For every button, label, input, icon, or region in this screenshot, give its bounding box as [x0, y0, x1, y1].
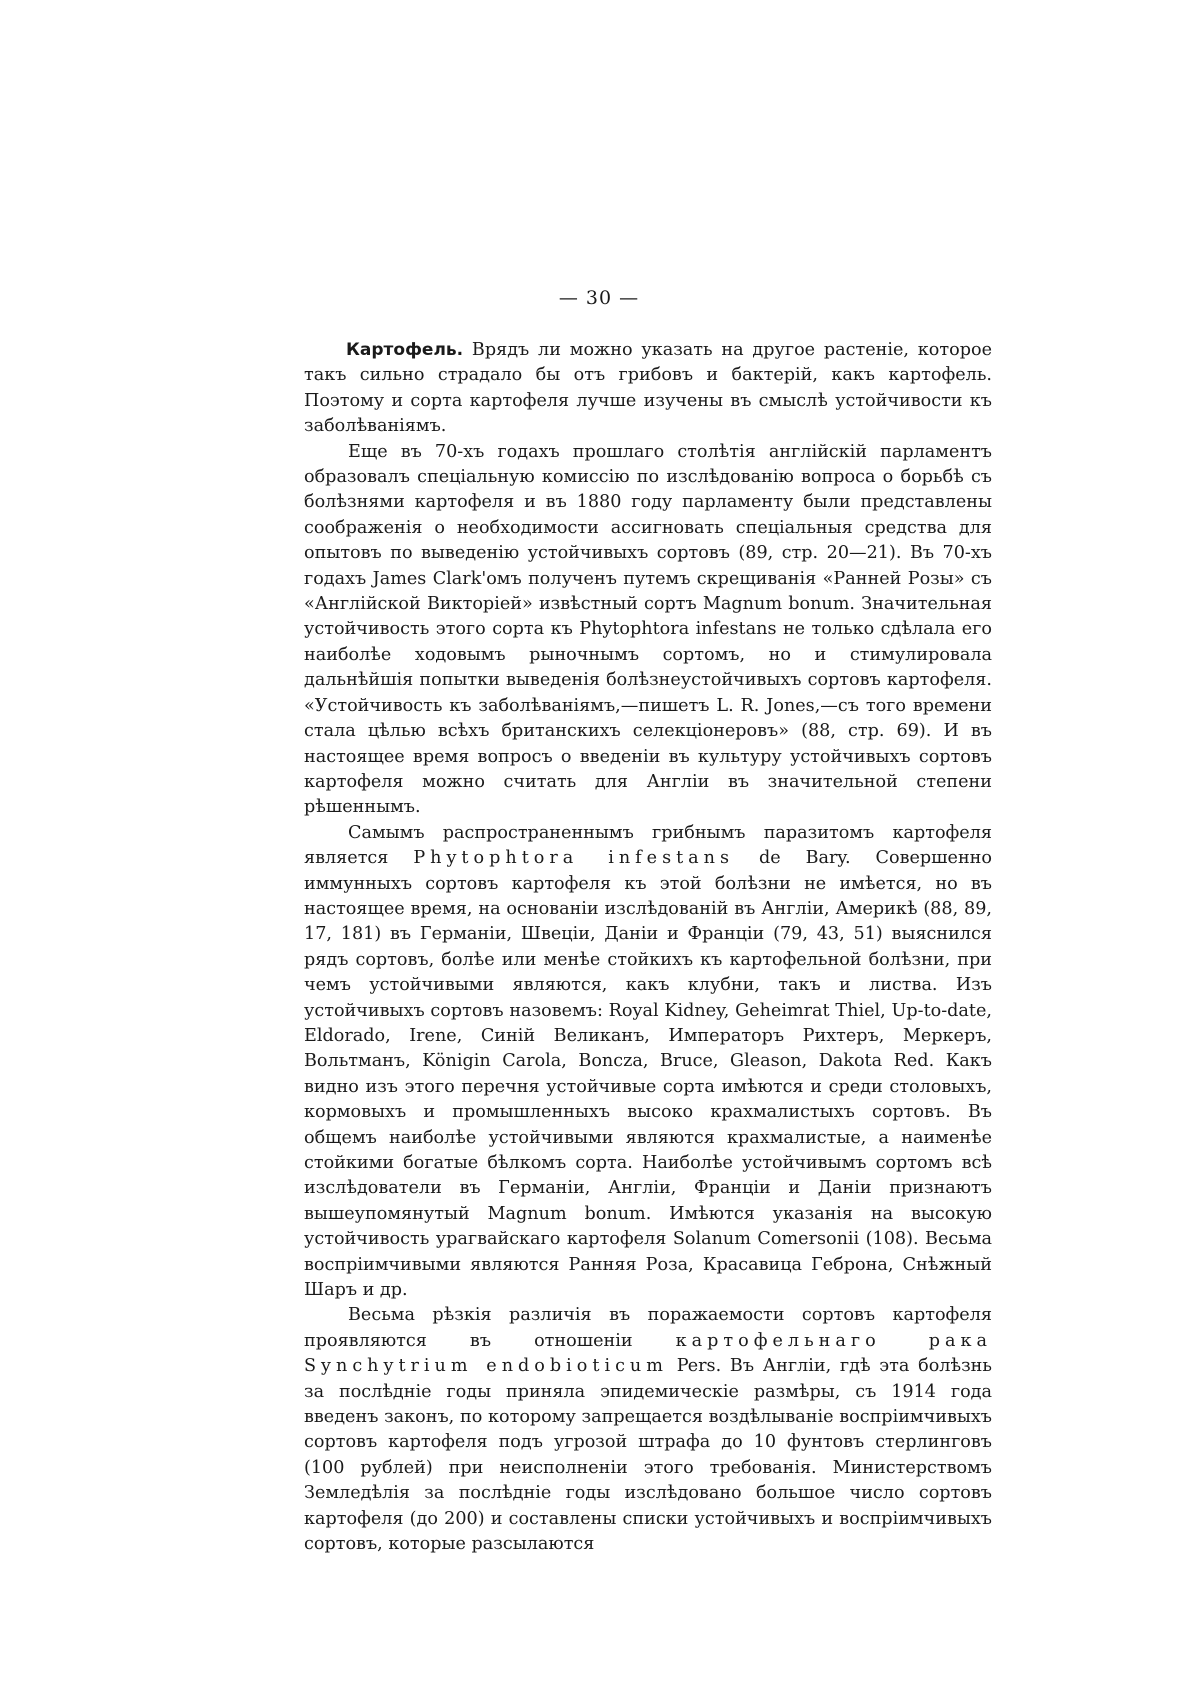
paragraph-text: Еще въ 70-хъ годахъ прошлаго столѣтія англійскій парламентъ образовалъ спеціальную комиссію по изслѣдованію вопроса о борьбѣ съ болѣзнями картофеля и въ 1880 году парламенту были представлены соображенія о необходимости ассигновать спеціальныя средства для опытовъ по выведенію устойчивыхъ сортовъ (89, стр. 20—21). Въ 70-хъ годахъ James Clark'омъ полученъ путемъ скрещиванія «Ранней Розы» съ «Англійской Викторіей» извѣстный сортъ Magnum bonum. Значительная устойчивость этого сорта къ Phytophtora infestans не только сдѣлала его наиболѣе ходовымъ рыночнымъ сортомъ, но и стимулировала дальнѣйшія попытки выведенія болѣзнеустойчивыхъ сортовъ картофеля. «Устойчивость къ заболѣваніямъ,—пишетъ L. R. Jones,—съ того времени стала цѣлью всѣхъ британскихъ селекціонеровъ» (88, стр. 69). И въ настоящее время вопросъ о введеніи въ культуру устойчивыхъ сортовъ картофеля можно считать для Англіи въ значительной степени рѣшеннымъ.	[304, 441, 992, 818]
page-number: — 30 —	[558, 287, 640, 309]
paragraph-potato-intro	[304, 338, 992, 440]
section-heading: Картофель.	[346, 340, 464, 360]
paragraph-text: Врядъ ли можно указать на другое растеніе, которое такъ сильно страдало бы отъ грибовъ и бактерій, какъ картофель. Поэтому и сорта картофеля лучше изучены въ смыслѣ устойчивости къ заболѣваніямъ.	[304, 340, 992, 437]
spaced-term: картофельнаго рака Synchytrium endobioticum	[304, 1330, 992, 1377]
paragraph-phytophtora	[304, 821, 992, 1304]
paragraph-history	[304, 440, 992, 821]
page-body	[304, 338, 992, 1558]
spaced-term: Phytophtora infestans	[413, 848, 735, 869]
paragraph-text: Pers. Въ Англіи, гдѣ эта болѣзнь за послѣдніе годы приняла эпидемическіе размѣры, съ 1914 года введенъ законъ, по которому запрещается воздѣлываніе воспріимчивыхъ сортовъ картофеля подъ угрозой штрафа до 10 фунтовъ стерлинговъ (100 рублей) при неисполненіи этого требованія. Министерствомъ Земледѣлія за послѣдніе годы изслѣдовано большое число сортовъ картофеля (до 200) и составлены списки устойчивыхъ и воспріимчивыхъ сортовъ, которые разсылаются	[304, 1356, 992, 1555]
paragraph-text-pre: Весьма рѣзкія различія въ поражаемости сортовъ картофеля проявляются въ отношеніи	[304, 1305, 992, 1351]
paragraph-text: de Bary. Совершенно иммунныхъ сортовъ картофеля къ этой болѣзни не имѣется, но въ настоящее время, на основаніи изслѣдованій въ Англіи, Америкѣ (88, 89, 17, 181) въ Германіи, Швеціи, Даніи и Франціи (79, 43, 51) выяснился рядъ сортовъ, болѣе или менѣе стойкихъ къ картофельной болѣзни, при чемъ устойчивыми являются, какъ клубни, такъ и листва. Изъ устойчивыхъ сортовъ назовемъ: Royal Kidney, Geheimrat Thiel, Up-to-date, Eldorado, Irene, Синій Великанъ, Императоръ Рихтеръ, Меркеръ, Вольтманъ, Königin Carola, Boncza, Bruce, Gleason, Dakota Red. Какъ видно изъ этого перечня устойчивые сорта имѣются и среди столовыхъ, кормовыхъ и промышленныхъ высоко крахмалистыхъ сортовъ. Въ общемъ наиболѣе устойчивыми являются крахмалистые, а наименѣе стойкими богатые бѣлкомъ сорта. Наиболѣе устойчивымъ сортомъ всѣ изслѣдователи въ Германіи, Англіи, Франціи и Даніи признаютъ вышеупомянутый Magnum bonum. Имѣются указанія на высокую устойчивость урагвайскаго картофеля Solanum Comersonii (108). Весьма воспріимчивыми являются Ранняя Роза, Красавица Геброна, Снѣжный Шаръ и др.	[304, 848, 992, 1301]
paragraph-synchytrium	[304, 1303, 992, 1557]
paragraph-text-pre: Самымъ распространеннымъ грибнымъ паразитомъ картофеля является	[304, 822, 992, 869]
